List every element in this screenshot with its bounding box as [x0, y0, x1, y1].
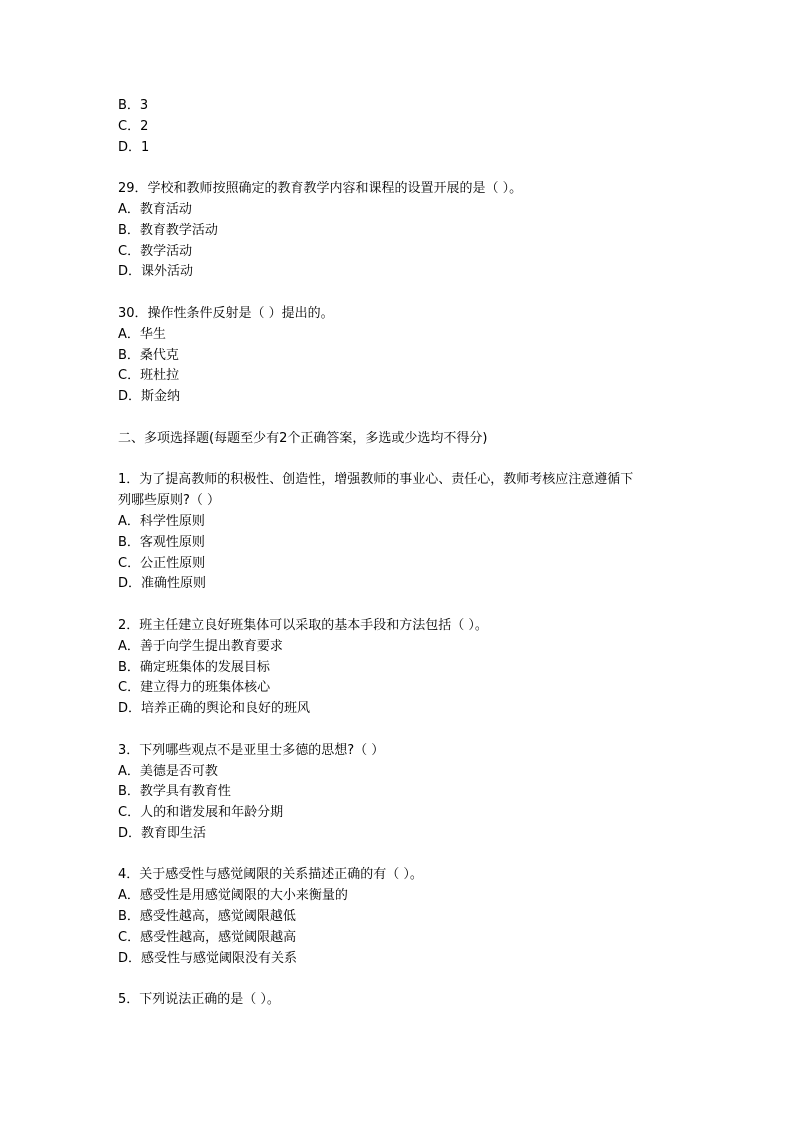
multi-question-1	[118, 470, 678, 595]
option-d: D．培养正确的舆论和良好的班风	[118, 701, 311, 717]
option-b: B．感受性越高，感觉阈限越低	[118, 909, 296, 925]
option-d: D．感受性与感觉阈限没有关系	[118, 950, 298, 966]
section-heading: 二、多项选择题(每题至少有2个正确答案，多选或少选均不得分)	[118, 430, 488, 446]
option-b: B．教育教学活动	[118, 222, 218, 238]
option-b: B．桑代克	[118, 347, 179, 363]
option-b: B．3	[118, 98, 149, 113]
question-text-line1: 1．为了提高教师的积极性、创造性，增强教师的事业心、责任心，教师考核应注意遵循下	[118, 472, 634, 488]
document-page	[118, 96, 678, 1011]
option-d: D．课外活动	[118, 264, 194, 280]
multi-question-2	[118, 616, 678, 720]
question-text: 29．学校和教师按照确定的教育教学内容和课程的设置开展的是（ ）。	[118, 181, 523, 197]
option-c: C．公正性原则	[118, 555, 206, 571]
question-text: 4．关于感受性与感觉阈限的关系描述正确的有（ ）。	[118, 867, 423, 883]
option-c: C．2	[118, 118, 149, 134]
option-b: B．教学具有教育性	[118, 784, 231, 800]
option-a: A．美德是否可教	[118, 763, 218, 779]
question-28-remaining-options	[118, 96, 678, 158]
option-c: C．班杜拉	[118, 368, 180, 384]
option-a: A．教育活动	[118, 201, 192, 217]
multi-question-4	[118, 865, 678, 969]
option-b: B．客观性原则	[118, 534, 205, 550]
option-b: B．确定班集体的发展目标	[118, 659, 270, 675]
option-c: C．建立得力的班集体核心	[118, 680, 271, 696]
option-a: A．科学性原则	[118, 513, 205, 529]
multi-question-5	[118, 990, 678, 1011]
option-c: C．人的和谐发展和年龄分期	[118, 805, 284, 821]
question-text: 2．班主任建立良好班集体可以采取的基本手段和方法包括（ ）。	[118, 617, 488, 633]
question-29	[118, 179, 678, 283]
question-text: 30．操作性条件反射是（ ）提出的。	[118, 305, 334, 321]
option-c: C．教学活动	[118, 243, 193, 259]
multi-question-3	[118, 741, 678, 845]
question-text: 5．下列说法正确的是（ ）。	[118, 992, 280, 1008]
option-c: C．感受性越高，感觉阈限越高	[118, 929, 297, 945]
option-d: D．教育即生活	[118, 825, 207, 841]
question-text-line2: 列哪些原则?（ ）	[118, 493, 221, 509]
option-d: D．1	[118, 139, 150, 155]
option-d: D．斯金纳	[118, 389, 181, 405]
option-a: A．华生	[118, 326, 166, 342]
option-a: A．感受性是用感觉阈限的大小来衡量的	[118, 888, 348, 904]
option-d: D．准确性原则	[118, 576, 207, 592]
question-text: 3．下列哪些观点不是亚里士多德的思想?（ ）	[118, 742, 385, 758]
question-30	[118, 304, 678, 408]
option-a: A．善于向学生提出教育要求	[118, 638, 283, 654]
